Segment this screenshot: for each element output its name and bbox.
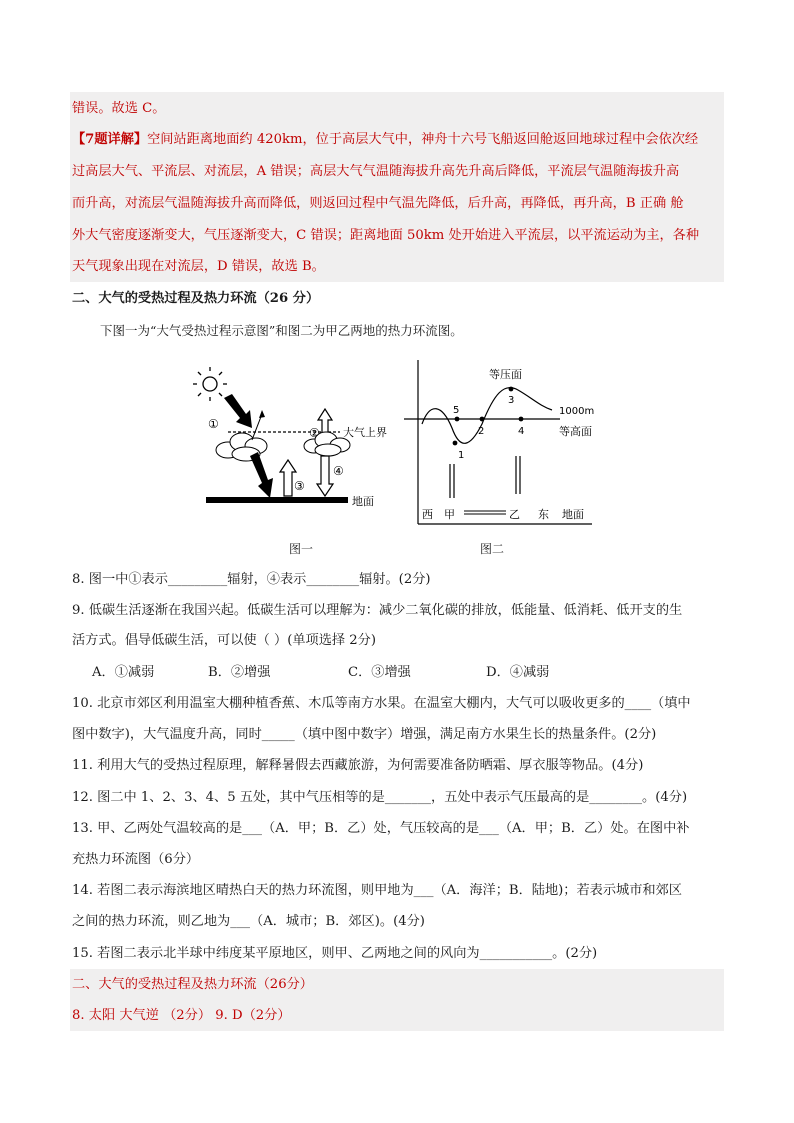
label-p3: 3 xyxy=(508,395,515,406)
label-3: ③ xyxy=(294,479,305,493)
label-isohypse: 等高面 xyxy=(559,425,592,438)
question-13-line2: 充热力环流图（6分） xyxy=(72,852,200,867)
sun-icon xyxy=(193,367,227,401)
label-p4: 4 xyxy=(518,426,525,437)
label-height: 1000m xyxy=(559,406,595,417)
answer-section-heading: 二、大气的受热过程及热力环流（26分） xyxy=(72,977,313,992)
answer-line-2-text: 空间站距离地面约 420km，位于高层大气中，神舟十六号飞船返回舱返回地球过程中会依次经 xyxy=(147,132,699,147)
isobar-curve xyxy=(422,388,552,444)
answer-8-9: 8. 太阳 大气逆 （2分） 9. D（2分） xyxy=(72,1008,291,1023)
label-1: ① xyxy=(208,417,219,431)
answer-line-2 xyxy=(72,131,698,149)
question-10-line1: 10. 北京市郊区利用温室大棚种植香蕉、木瓜等南方水果。在温室大棚内，大气可以吸收更多的____（填中 xyxy=(72,696,691,711)
answer-tag: 【7题详解】 xyxy=(72,132,148,147)
point-5 xyxy=(455,417,460,422)
answer-line-5: 外大气密度逐渐变大，气压逐渐变大，C 错误；距离地面 50km 处开始进入平流层，以平流运动为主，各种 xyxy=(72,228,700,243)
solar-arrow-top xyxy=(224,394,252,428)
answer-line-4: 而升高，对流层气温随海拔升高而降低，则返回过程中气温先降低，后升高，再降低，再升高，B 正确 舱 xyxy=(72,196,684,211)
answer-line-1: 错误。故选 C。 xyxy=(72,101,166,116)
label-jia: 甲 xyxy=(444,508,455,521)
label-west: 西 xyxy=(422,508,433,521)
label-ground-2: 地面 xyxy=(562,508,584,521)
figure1-caption: 图一 xyxy=(289,542,314,556)
point-4 xyxy=(519,417,524,422)
question-8: 8. 图一中①表示_________辐射，④表示________辐射。(2分) xyxy=(72,572,431,587)
question-9-line2: 活方式。倡导低碳生活，可以使（ ）(单项选择 2分) xyxy=(72,633,376,648)
ground-bar xyxy=(206,497,348,503)
answer-line-6: 天气现象出现在对流层，D 错误，故选 B。 xyxy=(72,259,325,274)
answer-shade-top xyxy=(70,92,724,282)
label-ground-1: 地面 xyxy=(352,495,374,508)
figure1-heating-diagram xyxy=(190,362,390,522)
q9-option-c: C．③增强 xyxy=(348,665,411,680)
q9-option-d: D．④减弱 xyxy=(486,665,550,680)
question-15: 15. 若图二表示北半球中纬度某平原地区，则甲、乙两地之间的风向为___________。(2分) xyxy=(72,946,598,961)
label-isobar: 等压面 xyxy=(489,368,522,381)
question-11: 11. 利用大气的受热过程原理，解释暑假去西藏旅游，为何需要准备防晒霜、厚衣服等物品。(4分) xyxy=(72,758,644,773)
label-2: ② xyxy=(309,426,320,440)
solar-arrow-ground xyxy=(250,452,273,498)
point-1 xyxy=(453,441,458,446)
label-yi: 乙 xyxy=(509,508,520,521)
question-13-line1: 13. 甲、乙两处气温较高的是___（A．甲；B．乙）处，气压较高的是___（A．甲；B．乙）处。在图中补 xyxy=(72,821,690,836)
figure2-caption: 图二 xyxy=(480,542,505,556)
label-4: ④ xyxy=(333,464,344,478)
q9-option-a: A．①减弱 xyxy=(92,665,155,680)
question-9-line1: 9. 低碳生活逐渐在我国兴起。低碳生活可以理解为：减少二氧化碳的排放，低能量、低消耗、低开支的生 xyxy=(72,603,683,618)
question-12: 12. 图二中 1、2、3、4、5 五处，其中气压相等的是_______，五处中表示气压最高的是________。(4分) xyxy=(72,790,688,805)
question-10-line2: 图中数字)，大气温度升高，同时_____（填中图中数字）增强，满足南方水果生长的热量条件。(2分) xyxy=(72,727,657,742)
label-p2: 2 xyxy=(478,426,485,437)
point-2 xyxy=(480,417,485,422)
point-3 xyxy=(509,387,514,392)
label-p5: 5 xyxy=(453,405,460,416)
answer-line-3: 过高层大气、平流层、对流层，A 错误；高层大气气温随海拔升高先升高后降低，平流层气温随海拔升高 xyxy=(72,164,680,179)
figure-intro: 下图一为“大气受热过程示意图”和图二为甲乙两地的热力环流图。 xyxy=(100,323,463,338)
question-14-line1: 14. 若图二表示海滨地区晴热白天的热力环流图，则甲地为___（A．海洋；B．陆地)；若表示城市和郊区 xyxy=(72,883,682,898)
figure2-thermal-circulation xyxy=(400,358,600,528)
label-east: 东 xyxy=(538,508,549,521)
label-p1: 1 xyxy=(458,450,465,461)
q9-option-b: B．②增强 xyxy=(208,665,271,680)
question-14-line2: 之间的热力环流，则乙地为___（A．城市；B．郊区)。(4分) xyxy=(72,914,425,929)
section-heading: 二、大气的受热过程及热力环流（26 分） xyxy=(72,291,320,306)
label-upper-bound: 大气上界 xyxy=(343,426,387,439)
arrow-4 xyxy=(317,456,333,496)
